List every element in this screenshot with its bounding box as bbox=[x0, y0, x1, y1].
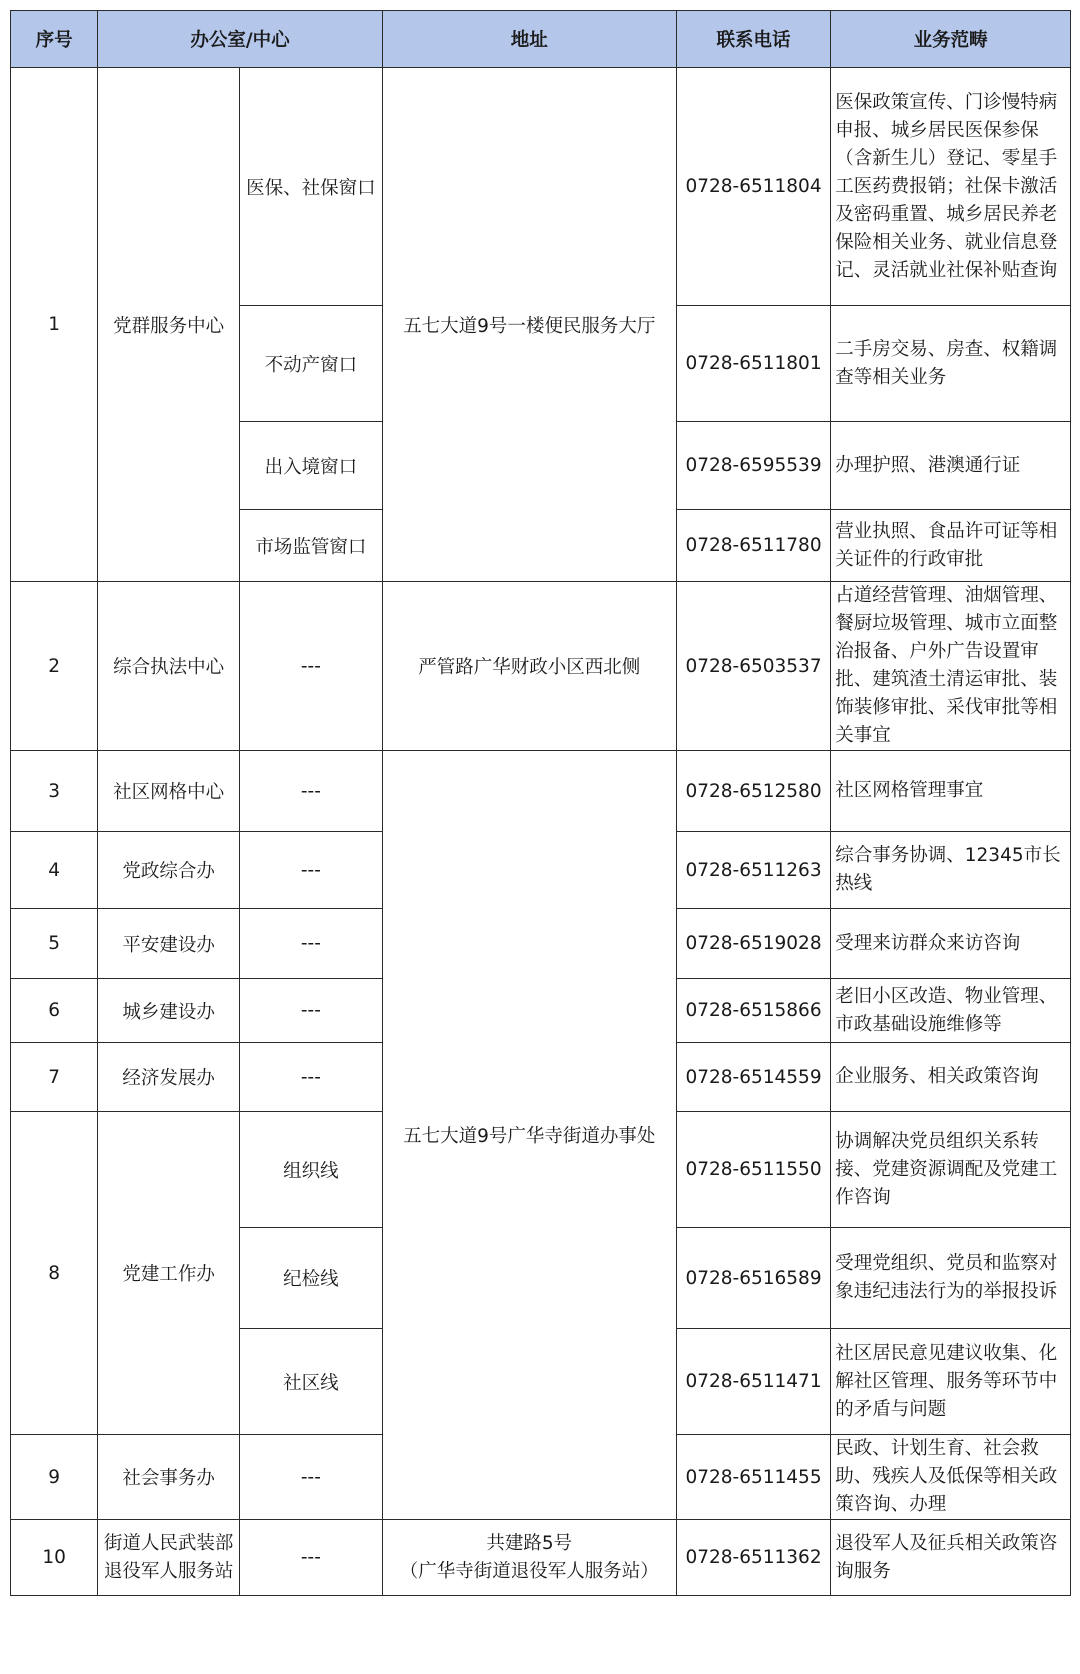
row-no: 7 bbox=[11, 1043, 98, 1112]
row-no: 10 bbox=[11, 1520, 98, 1596]
row-no: 9 bbox=[11, 1435, 98, 1520]
scope-cell: 办理护照、港澳通行证 bbox=[831, 422, 1071, 510]
header-office: 办公室/中心 bbox=[98, 11, 382, 68]
scope-cell: 民政、计划生育、社会救助、残疾人及低保等相关政策咨询、办理 bbox=[831, 1435, 1071, 1520]
office-name: 党建工作办 bbox=[98, 1112, 240, 1435]
table-row bbox=[11, 751, 1071, 832]
office-name: 平安建设办 bbox=[98, 909, 240, 979]
office-name: 社会事务办 bbox=[98, 1435, 240, 1520]
phone-cell[interactable]: 0728-6515866 bbox=[676, 979, 830, 1043]
phone-cell[interactable]: 0728-6511801 bbox=[676, 306, 830, 422]
sub-office: --- bbox=[240, 751, 383, 832]
sub-office: 组织线 bbox=[240, 1112, 383, 1228]
row-no: 5 bbox=[11, 909, 98, 979]
phone-cell[interactable]: 0728-6512580 bbox=[676, 751, 830, 832]
address-line: （广华寺街道退役军人服务站） bbox=[399, 1560, 659, 1582]
office-name: 社区网格中心 bbox=[98, 751, 240, 832]
office-name: 党政综合办 bbox=[98, 832, 240, 909]
scope-cell: 协调解决党员组织关系转接、党建资源调配及党建工作咨询 bbox=[831, 1112, 1071, 1228]
service-directory-table bbox=[10, 10, 1071, 1596]
address-line: 共建路5号 bbox=[486, 1532, 573, 1554]
header-phone: 联系电话 bbox=[676, 11, 830, 68]
row-no: 4 bbox=[11, 832, 98, 909]
phone-cell[interactable]: 0728-6511471 bbox=[676, 1329, 830, 1435]
scope-cell: 老旧小区改造、物业管理、市政基础设施维修等 bbox=[831, 979, 1071, 1043]
sub-office: 社区线 bbox=[240, 1329, 383, 1435]
scope-cell: 退役军人及征兵相关政策咨询服务 bbox=[831, 1520, 1071, 1596]
office-name: 经济发展办 bbox=[98, 1043, 240, 1112]
scope-cell: 医保政策宣传、门诊慢特病申报、城乡居民医保参保（含新生儿）登记、零星手工医药费报销；社保卡激活及密码重置、城乡居民养老保险相关业务、就业信息登记、灵活就业社保补贴查询 bbox=[831, 68, 1071, 306]
phone-cell[interactable]: 0728-6595539 bbox=[676, 422, 830, 510]
sub-office: --- bbox=[240, 979, 383, 1043]
address-cell: 五七大道9号广华寺街道办事处 bbox=[382, 751, 676, 1520]
phone-cell[interactable]: 0728-6519028 bbox=[676, 909, 830, 979]
sub-office: 纪检线 bbox=[240, 1228, 383, 1329]
phone-cell[interactable]: 0728-6516589 bbox=[676, 1228, 830, 1329]
phone-cell[interactable]: 0728-6514559 bbox=[676, 1043, 830, 1112]
table-row bbox=[11, 68, 1071, 306]
table-row bbox=[11, 582, 1071, 751]
scope-cell: 营业执照、食品许可证等相关证件的行政审批 bbox=[831, 510, 1071, 582]
phone-cell[interactable]: 0728-6511804 bbox=[676, 68, 830, 306]
phone-cell[interactable]: 0728-6503537 bbox=[676, 582, 830, 751]
header-address: 地址 bbox=[382, 11, 676, 68]
row-no: 1 bbox=[11, 68, 98, 582]
office-name: 综合执法中心 bbox=[98, 582, 240, 751]
sub-office: --- bbox=[240, 1520, 383, 1596]
sub-office: --- bbox=[240, 832, 383, 909]
scope-cell: 社区网格管理事宜 bbox=[831, 751, 1071, 832]
office-name-line: 退役军人服务站 bbox=[103, 1560, 234, 1582]
sub-office: --- bbox=[240, 909, 383, 979]
row-no: 8 bbox=[11, 1112, 98, 1435]
address-cell: 五七大道9号一楼便民服务大厅 bbox=[382, 68, 676, 582]
office-name-line: 街道人民武装部 bbox=[103, 1532, 234, 1554]
scope-cell: 综合事务协调、12345市长热线 bbox=[831, 832, 1071, 909]
table-row bbox=[11, 1520, 1071, 1596]
row-no: 2 bbox=[11, 582, 98, 751]
scope-cell: 社区居民意见建议收集、化解社区管理、服务等环节中的矛盾与问题 bbox=[831, 1329, 1071, 1435]
phone-cell[interactable]: 0728-6511455 bbox=[676, 1435, 830, 1520]
sub-office: 出入境窗口 bbox=[240, 422, 383, 510]
header-no: 序号 bbox=[11, 11, 98, 68]
address-cell bbox=[382, 1520, 676, 1596]
office-name bbox=[98, 1520, 240, 1596]
office-name: 城乡建设办 bbox=[98, 979, 240, 1043]
header-scope: 业务范畴 bbox=[831, 11, 1071, 68]
scope-cell: 受理来访群众来访咨询 bbox=[831, 909, 1071, 979]
phone-cell[interactable]: 0728-6511550 bbox=[676, 1112, 830, 1228]
sub-office: 医保、社保窗口 bbox=[240, 68, 383, 306]
phone-cell[interactable]: 0728-6511362 bbox=[676, 1520, 830, 1596]
sub-office: 不动产窗口 bbox=[240, 306, 383, 422]
address-cell: 严管路广华财政小区西北侧 bbox=[382, 582, 676, 751]
phone-cell[interactable]: 0728-6511780 bbox=[676, 510, 830, 582]
scope-cell: 企业服务、相关政策咨询 bbox=[831, 1043, 1071, 1112]
scope-cell: 占道经营管理、油烟管理、餐厨垃圾管理、城市立面整治报备、户外广告设置审批、建筑渣土清运审批、装饰装修审批、采伐审批等相关事宜 bbox=[831, 582, 1071, 751]
sub-office: --- bbox=[240, 1043, 383, 1112]
sub-office: 市场监管窗口 bbox=[240, 510, 383, 582]
phone-cell[interactable]: 0728-6511263 bbox=[676, 832, 830, 909]
sub-office: --- bbox=[240, 582, 383, 751]
sub-office: --- bbox=[240, 1435, 383, 1520]
scope-cell: 受理党组织、党员和监察对象违纪违法行为的举报投诉 bbox=[831, 1228, 1071, 1329]
scope-cell: 二手房交易、房查、权籍调查等相关业务 bbox=[831, 306, 1071, 422]
row-no: 6 bbox=[11, 979, 98, 1043]
row-no: 3 bbox=[11, 751, 98, 832]
header-row bbox=[11, 11, 1071, 68]
office-name: 党群服务中心 bbox=[98, 68, 240, 582]
